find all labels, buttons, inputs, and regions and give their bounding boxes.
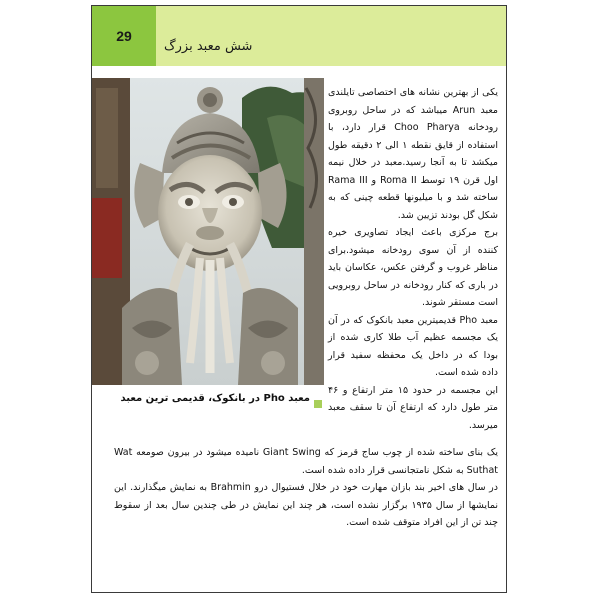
paragraph-arun: یکی از بهترین نشانه های اختصاصی تایلندی معبد Arun میباشد که در ساحل روبروی رودخانه Choo Pharya قرار دارد، با استفاده از قایق نقطه ۱ الی ۲ دقیقه طول میکشد تا به آنجا رسید.معبد در خلال نیمه اول قرن ۱۹ توسط Roma II و Rama III ساخته شد و با میلیونها قطعه چینی که به شکل گل بودند تزیین شد. (328, 87, 499, 221)
temple-guardian-photo (92, 78, 324, 385)
page-number-box (92, 6, 156, 66)
full-width-text (114, 444, 498, 532)
right-text-column (328, 84, 498, 434)
paragraph-giant-swing: یک بنای ساخته شده از چوب ساج قرمز که Giant Swing نامیده میشود در بیرون صومعه Wat Suthat به شکل نامتجانسی قرار داده شده است. (114, 447, 498, 476)
page-header (92, 6, 506, 66)
paragraph-brahmin: در سال های اخیر بند بازان مهارت خود در خلال فستیوال درو Brahmin به نمایش میگذارند. این نمایشها از سال ۱۹۳۵ برگزار نشده است، هر چند این نمایش در طی چندین سال بعد از سقوط چند تن از این افراد متوقف شده است. (114, 482, 498, 528)
paragraph-statue: این مجسمه در حدود ۱۵ متر ارتفاع و ۴۶ متر طول دارد که ارتفاع آن تا سقف معبد میرسد. (328, 384, 499, 431)
page-number: 29 (116, 28, 132, 44)
paragraph-pho: معبد Pho قدیمیترین معبد بانکوک که در آن یک مجسمه عظیم آب طلا کاری شده از بودا که در داخل یک محفظه سفید قرار داده شده است. (328, 314, 498, 378)
paragraph-tower: برج مرکزی باعث ایجاد تصاویری خیره کننده از آن سوی رودخانه میشود.برای مناظر غروب و گرفتن عکس، عکاسان باید در باری که کنار رودخانه در ساحل روبرویی است مستقر شوند. (328, 227, 498, 308)
chapter-title: شش معبد بزرگ (164, 39, 253, 54)
chapter-title-box (156, 6, 506, 66)
caption-bullet (314, 400, 322, 408)
photo-caption: معبد Pho در بانکوک، قدیمی ترین معبد (120, 393, 310, 404)
book-page (91, 5, 507, 593)
